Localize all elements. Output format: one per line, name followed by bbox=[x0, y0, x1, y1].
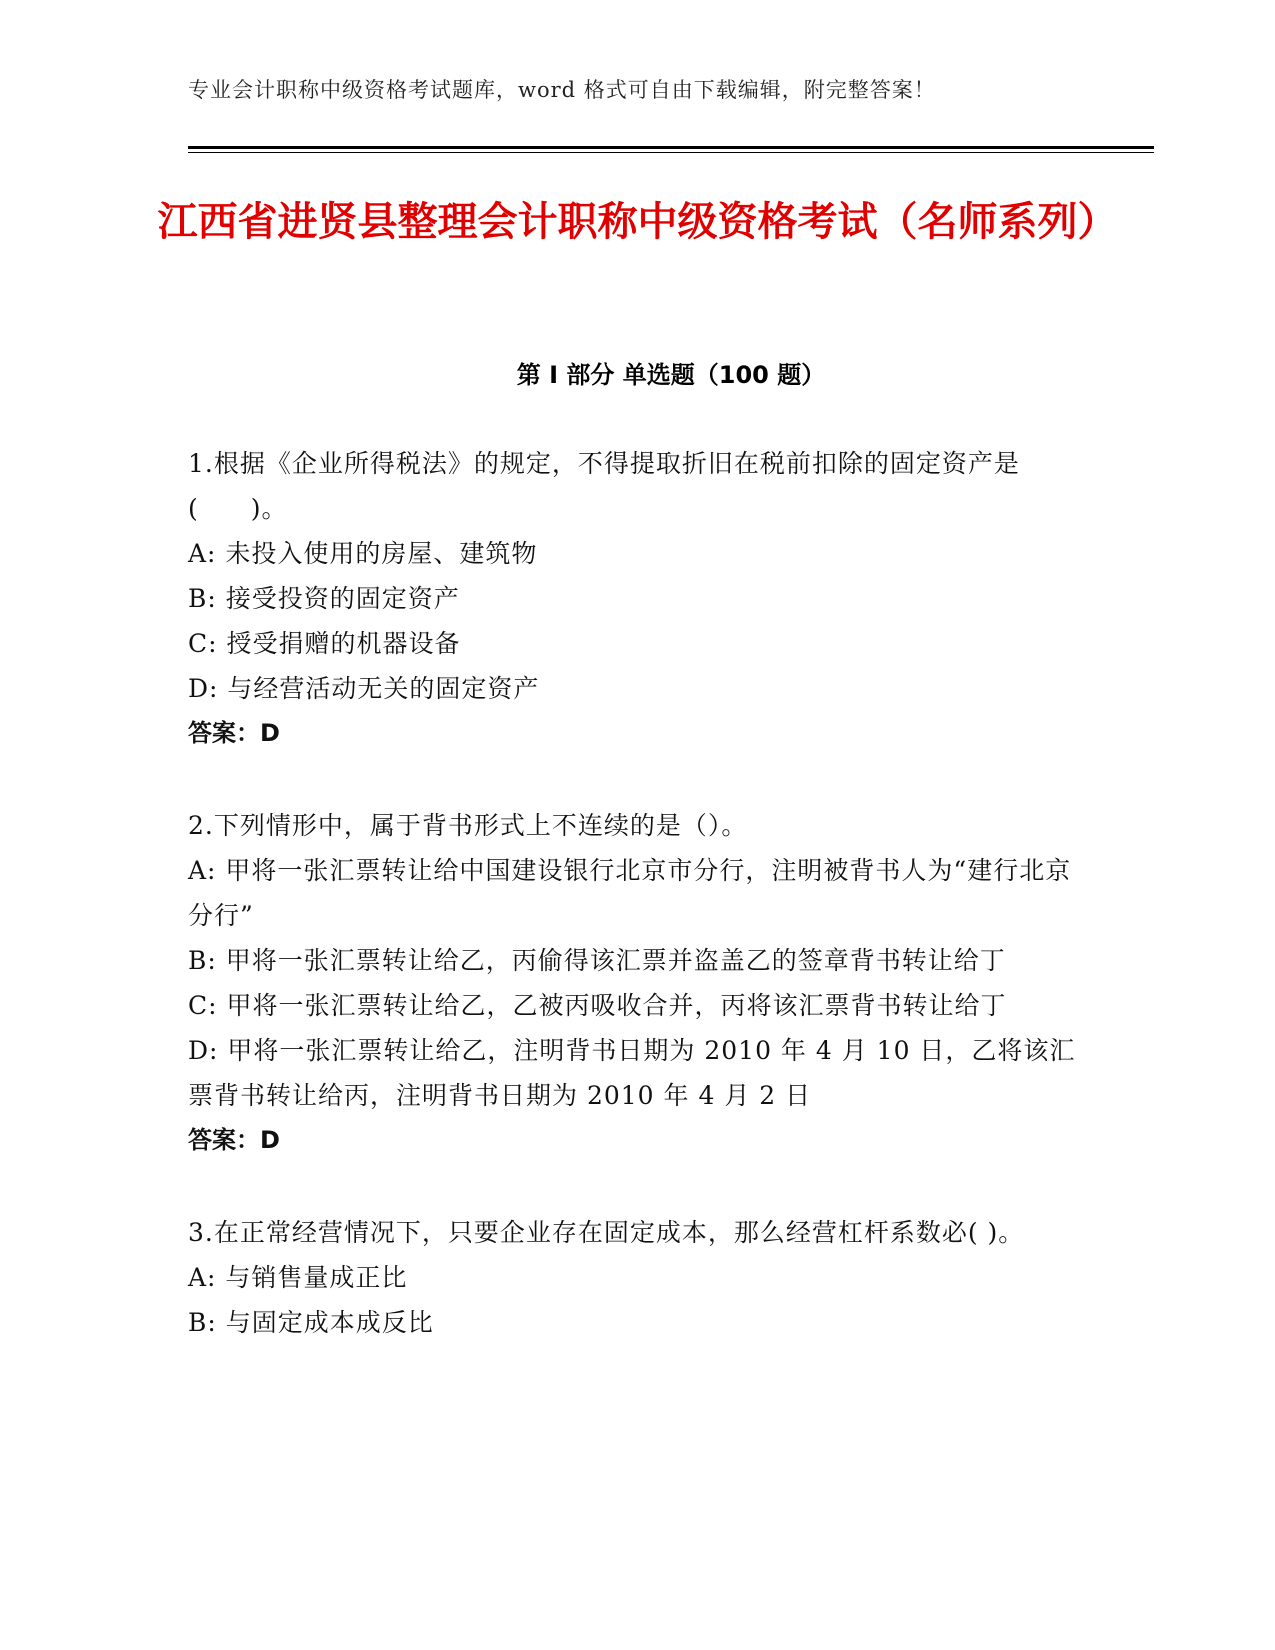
question-stem: 3.在正常经营情况下，只要企业存在固定成本，那么经营杠杆系数必( )。 bbox=[188, 1218, 1025, 1247]
option-d: D: 甲将一张汇票转让给乙，注明背书日期为 2010 年 4 月 10 日，乙将该汇票背书转让给丙，注明背书日期为 2010 年 4 月 2 日 bbox=[188, 1036, 1076, 1110]
option-c: C: 甲将一张汇票转让给乙，乙被丙吸收合并，丙将该汇票背书转让给丁 bbox=[188, 991, 1007, 1020]
option-b: B: 接受投资的固定资产 bbox=[188, 584, 460, 613]
question-3 bbox=[188, 1210, 1078, 1345]
answer-line: 答案：D bbox=[188, 1126, 280, 1154]
option-a: A: 未投入使用的房屋、建筑物 bbox=[188, 539, 538, 568]
question-list bbox=[188, 441, 1078, 1392]
question-stem: 2.下列情形中，属于背书形式上不连续的是（）。 bbox=[188, 811, 748, 840]
question-stem: 1.根据《企业所得税法》的规定，不得提取折旧在税前扣除的固定资产是( )。 bbox=[188, 449, 1020, 523]
section-title: 第 I 部分 单选题（100 题） bbox=[516, 361, 826, 389]
document-title: 江西省进贤县整理会计职称中级资格考试（名师系列） bbox=[157, 199, 1118, 245]
header-rule-thin bbox=[188, 152, 1154, 153]
answer-line: 答案：D bbox=[188, 719, 280, 747]
option-c: C: 授受捐赠的机器设备 bbox=[188, 629, 461, 658]
header-rule-thick bbox=[188, 146, 1154, 149]
question-1 bbox=[188, 441, 1078, 756]
option-a: A: 甲将一张汇票转让给中国建设银行北京市分行，注明被背书人为“建行北京分行” bbox=[188, 856, 1072, 930]
option-d: D: 与经营活动无关的固定资产 bbox=[188, 674, 540, 703]
option-a: A: 与销售量成正比 bbox=[188, 1263, 408, 1292]
question-2 bbox=[188, 803, 1078, 1163]
option-b: B: 甲将一张汇票转让给乙，丙偷得该汇票并盗盖乙的签章背书转让给丁 bbox=[188, 946, 1006, 975]
option-b: B: 与固定成本成反比 bbox=[188, 1308, 434, 1337]
header-note: 专业会计职称中级资格考试题库，word 格式可自由下载编辑，附完整答案！ bbox=[188, 78, 936, 102]
